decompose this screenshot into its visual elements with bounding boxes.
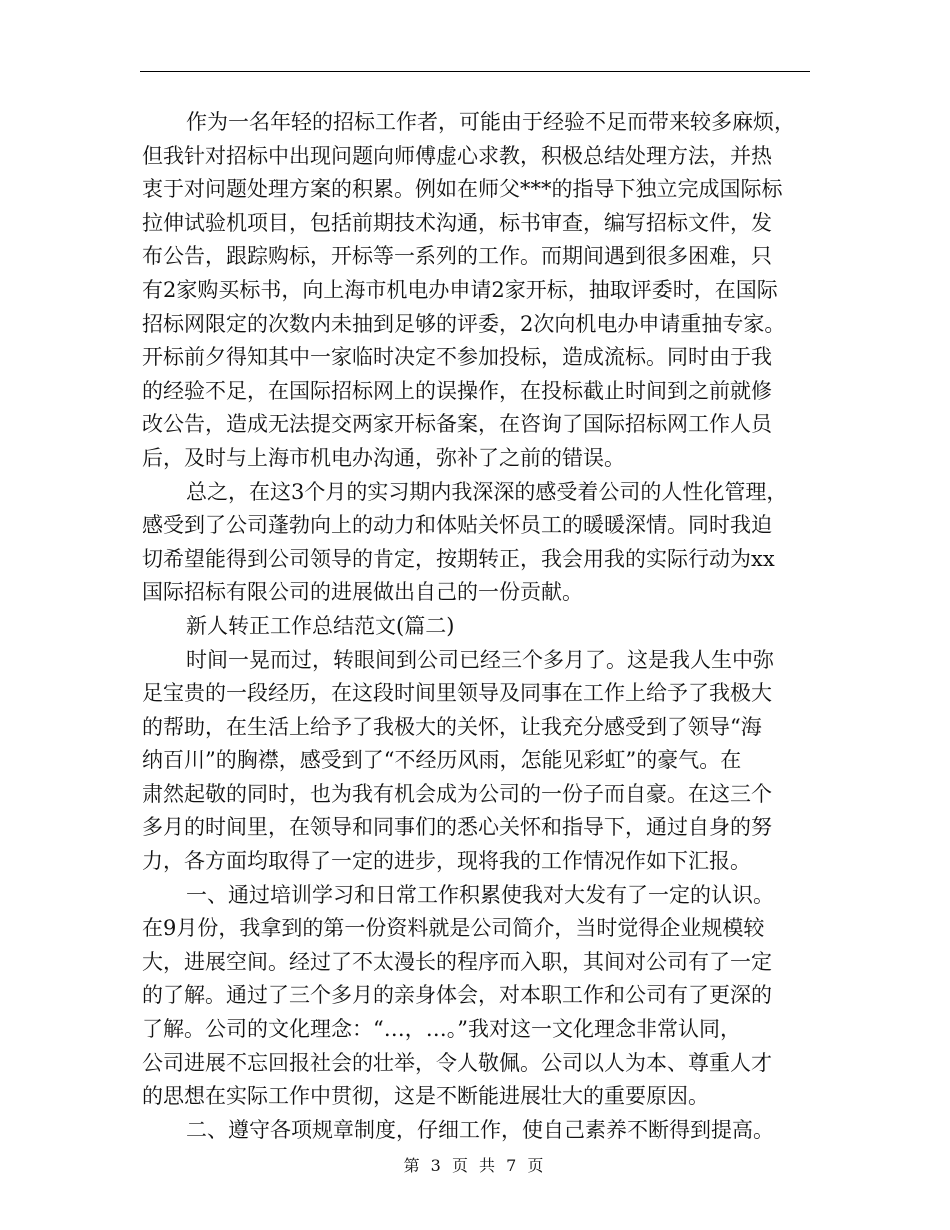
section-heading: 新人转正工作总结范文(篇二) xyxy=(186,613,455,638)
paragraph-line: 衷于对问题处理方案的积累。例如在师父***的指导下独立完成国际标 xyxy=(142,177,783,202)
paragraph-line: 的经验不足，在国际招标网上的误操作，在投标截止时间到之前就修 xyxy=(142,378,772,403)
header-rule xyxy=(140,71,810,72)
paragraph-line: 后，及时与上海市机电办沟通，弥补了之前的错误。 xyxy=(142,445,625,470)
paragraph-line: 足宝贵的一段经历，在这段时间里领导及同事在工作上给予了我极大 xyxy=(142,681,772,706)
paragraph-line: 在9月份，我拿到的第一份资料就是公司简介，当时觉得企业规模较 xyxy=(142,916,765,941)
paragraph-line: 总之，在这3个月的实习期内我深深的感受着公司的人性化管理， xyxy=(186,479,788,504)
paragraph-line: 的了解。通过了三个多月的亲身体会，对本职工作和公司有了更深的 xyxy=(142,983,772,1008)
paragraph-line: 招标网限定的次数内未抽到足够的评委，2次向机电办申请重抽专家。 xyxy=(142,311,786,336)
paragraph-line: 肃然起敬的同时，也为我有机会成为公司的一份子而自豪。在这三个 xyxy=(142,781,772,806)
paragraph-line: 有2家购买标书，向上海市机电办申请2家开标，抽取评委时，在国际 xyxy=(142,277,778,302)
paragraph-line: 力，各方面均取得了一定的进步，现将我的工作情况作如下汇报。 xyxy=(142,849,751,874)
paragraph-line: 切希望能得到公司领导的肯定，按期转正，我会用我的实际行动为xx xyxy=(142,546,775,571)
paragraph-line: 拉伸试验机项目，包括前期技术沟通，标书审查，编写招标文件，发 xyxy=(142,210,772,235)
paragraph-line: 了解。公司的文化理念：“…，…。”我对这一文化理念非常认同， xyxy=(142,1017,741,1042)
paragraph-line: 作为一名年轻的招标工作者，可能由于经验不足而带来较多麻烦， xyxy=(186,110,795,134)
paragraph-line: 多月的时间里，在领导和同事们的悉心关怀和指导下，通过自身的努 xyxy=(142,815,772,840)
paragraph-line: 国际招标有限公司的进展做出自己的一份贡献。 xyxy=(142,580,583,605)
paragraph-line: 但我针对招标中出现问题向师傅虚心求教，积极总结处理方法，并热 xyxy=(142,143,772,168)
paragraph-line: 公司进展不忘回报社会的壮举，令人敬佩。公司以人为本、尊重人才 xyxy=(142,1050,772,1075)
paragraph-line: 纳百川”的胸襟，感受到了“不经历风雨，怎能见彩虹”的豪气。在 xyxy=(142,748,742,773)
page-number: 第 3 页 共 7 页 xyxy=(403,1156,547,1175)
paragraph-line: 开标前夕得知其中一家临时决定不参加投标，造成流标。同时由于我 xyxy=(142,345,772,370)
paragraph-line: 的帮助，在生活上给予了我极大的关怀，让我充分感受到了领导“海 xyxy=(142,714,762,739)
paragraph-line: 一、通过培训学习和日常工作积累使我对大发有了一定的认识。 xyxy=(186,882,774,907)
paragraph-line: 二、遵守各项规章制度，仔细工作，使自己素养不断得到提高。 xyxy=(186,1117,774,1142)
paragraph-line: 布公告，跟踪购标，开标等一系列的工作。而期间遇到很多困难，只 xyxy=(142,244,772,269)
paragraph-line: 时间一晃而过，转眼间到公司已经三个多月了。这是我人生中弥 xyxy=(186,647,774,672)
paragraph-line: 大，进展空间。经过了不太漫长的程序而入职，其间对公司有了一定 xyxy=(142,949,772,974)
paragraph-line: 改公告，造成无法提交两家开标备案，在咨询了国际招标网工作人员 xyxy=(142,412,772,437)
document-body xyxy=(142,106,812,1147)
paragraph-line: 感受到了公司蓬勃向上的动力和体贴关怀员工的暖暖深情。同时我迫 xyxy=(142,513,772,538)
paragraph-line: 的思想在实际工作中贯彻，这是不断能进展壮大的重要原因。 xyxy=(142,1084,709,1109)
